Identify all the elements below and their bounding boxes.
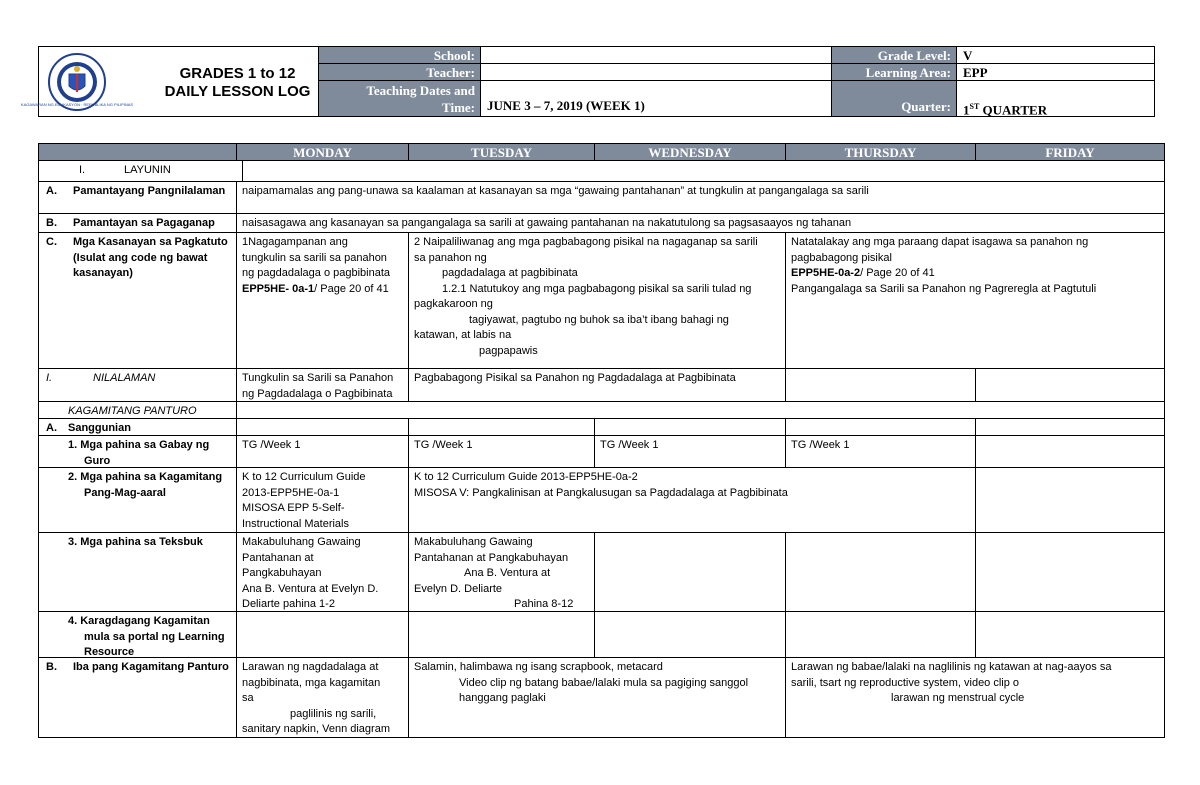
title-line-1: GRADES 1 to 12 <box>179 65 296 82</box>
gabay-monday: TG /Week 1 <box>237 436 409 468</box>
seal-text: KAGAWARAN NG EDUKASYON · REPUBLIKA NG PILIPINAS <box>20 102 134 107</box>
school-label: School: <box>319 47 480 64</box>
nilalaman-label: I. NILALAMAN <box>38 369 237 402</box>
kagamitang-mag-aaral-friday <box>976 468 1165 533</box>
kasanayan-thursday: Natatalakay ang mga paraang dapat isagawa sa panahon ng pagbabagong pisikal EPP5HE-0a-2/ Page 20 of 41 Pangangalaga sa Sarili sa Panahon ng Pagreregla at Pagtutuli <box>786 233 1165 369</box>
nilalaman-thursday <box>786 369 976 402</box>
kagamitang-mag-aaral-monday: K to 12 Curriculum Guide 2013-EPP5HE-0a-1 MISOSA EPP 5-Self- Instructional Materials <box>237 468 409 533</box>
teacher-value[interactable] <box>481 64 831 81</box>
area-label: Learning Area: <box>832 64 956 81</box>
kagamitan-label: KAGAMITANG PANTURO <box>38 402 237 419</box>
nilalaman-friday <box>976 369 1165 402</box>
kagamitan-value <box>237 402 1165 419</box>
grade-label: Grade Level: <box>832 47 956 64</box>
area-value[interactable]: EPP <box>957 64 1154 81</box>
teksbuk-tuesday: Makabuluhang Gawaing Pantahanan at Pangkabuhayan Ana B. Ventura at Evelyn D. Deliarte Pahina 8-12 <box>409 533 595 612</box>
pamantayang-label: A. Pamantayang Pangnilalaman <box>38 182 237 214</box>
layunin-label: I. LAYUNIN <box>38 161 243 182</box>
iba-pang-label: B. Iba pang Kagamitang Panturo <box>38 658 237 738</box>
teacher-label: Teacher: <box>319 64 480 81</box>
sanggunian-label: A. Sanggunian <box>38 419 237 436</box>
layunin-value <box>243 161 1165 182</box>
kagamitang-mag-aaral-label: 2. Mga pahina sa Kagamitang Pang-Mag-aaral <box>38 468 237 533</box>
kasanayan-monday: 1Nagagampanan ang tungkulin sa sarili sa panahon ng pagdadalaga o pagbibinata EPP5HE- 0a-1/ Page 20 of 41 <box>237 233 409 369</box>
quarter-value[interactable]: 1ST QUARTER <box>963 102 1048 118</box>
nilalaman-tuesday: Pagbabagong Pisikal sa Panahon ng Pagdadalaga at Pagbibinata <box>409 369 786 402</box>
day-header-blank <box>38 143 237 161</box>
nilalaman-monday: Tungkulin sa Sarili sa Panahon ng Pagdadalaga o Pagbibinata <box>237 369 409 402</box>
teksbuk-thursday <box>786 533 976 612</box>
title-line-2: DAILY LESSON LOG <box>164 83 311 100</box>
iba-pang-tuesday: Salamin, halimbawa ng isang scrapbook, metacard Video clip ng batang babae/lalaki mula sa pagiging sanggol hanggang paglaki <box>409 658 786 738</box>
quarter-label: Quarter: <box>832 81 956 116</box>
iba-pang-monday: Larawan ng nagdadalaga at nagbibinata, mga kagamitan sa paglilinis ng sarili, sanitary napkin, Venn diagram <box>237 658 409 738</box>
dates-label: Teaching Dates and Time: <box>319 81 480 116</box>
teksbuk-label: 3. Mga pahina sa Teksbuk <box>38 533 237 612</box>
gabay-thursday: TG /Week 1 <box>786 436 976 468</box>
pagaganap-label: B. Pamantayan sa Pagaganap <box>38 214 237 233</box>
teksbuk-wednesday <box>595 533 786 612</box>
pamantayang-value: naipamamalas ang pang-unawa sa kaalaman at kasanayan sa mga “gawaing pantahanan” at tungkulin at pangangalaga sa sarili <box>237 182 1165 214</box>
gabay-friday <box>976 436 1165 468</box>
day-wednesday: WEDNESDAY <box>595 143 786 161</box>
day-thursday: THURSDAY <box>786 143 976 161</box>
karagdagang-label: 4. Karagdagang Kagamitan mula sa portal ng Learning Resource <box>38 612 237 658</box>
gabay-label: 1. Mga pahina sa Gabay ng Guro <box>38 436 237 468</box>
kasanayan-label: C. Mga Kasanayan sa Pagkatuto (Isulat ang code ng bawat kasanayan) <box>38 233 237 369</box>
dates-value[interactable]: JUNE 3 – 7, 2019 (WEEK 1) <box>487 98 645 113</box>
grade-value[interactable]: V <box>957 47 1154 64</box>
iba-pang-thursday: Larawan ng babae/lalaki na naglilinis ng katawan at nag-aayos sa sarili, tsart ng reproductive system, video clip o larawan ng menstrual cycle <box>786 658 1165 738</box>
teksbuk-monday: Makabuluhang Gawaing Pantahanan at Pangkabuhayan Ana B. Ventura at Evelyn D. Deliarte pahina 1-2 <box>237 533 409 612</box>
deped-seal-icon <box>20 52 134 112</box>
gabay-tuesday: TG /Week 1 <box>409 436 595 468</box>
kagamitang-mag-aaral-tuesday: K to 12 Curriculum Guide 2013-EPP5HE-0a-2 MISOSA V: Pangkalinisan at Pangkalusugan sa Pagdadalaga at Pagbibinata <box>409 468 976 533</box>
day-tuesday: TUESDAY <box>409 143 595 161</box>
gabay-wednesday: TG /Week 1 <box>595 436 786 468</box>
pagaganap-value: naisasagawa ang kasanayan sa pangangalaga sa sarili at gawaing pantahanan na nakatutulong sa pagsasaayos ng tahanan <box>237 214 1165 233</box>
school-value[interactable] <box>481 47 831 64</box>
day-monday: MONDAY <box>237 143 409 161</box>
kasanayan-tuesday: 2 Naipaliliwanag ang mga pagbabagong pisikal na nagaganap sa sarili sa panahon ng pagdadalaga at pagbibinata 1.2.1 Natutukoy ang mga pagbabagong pisikal sa sarili tulad ng pagkakaroon ng tagiyawat, pagtubo ng buhok sa iba’t ibang bahagi ng katawan, at labis na pagpapawis <box>409 233 786 369</box>
teksbuk-friday <box>976 533 1165 612</box>
day-friday: FRIDAY <box>976 143 1165 161</box>
